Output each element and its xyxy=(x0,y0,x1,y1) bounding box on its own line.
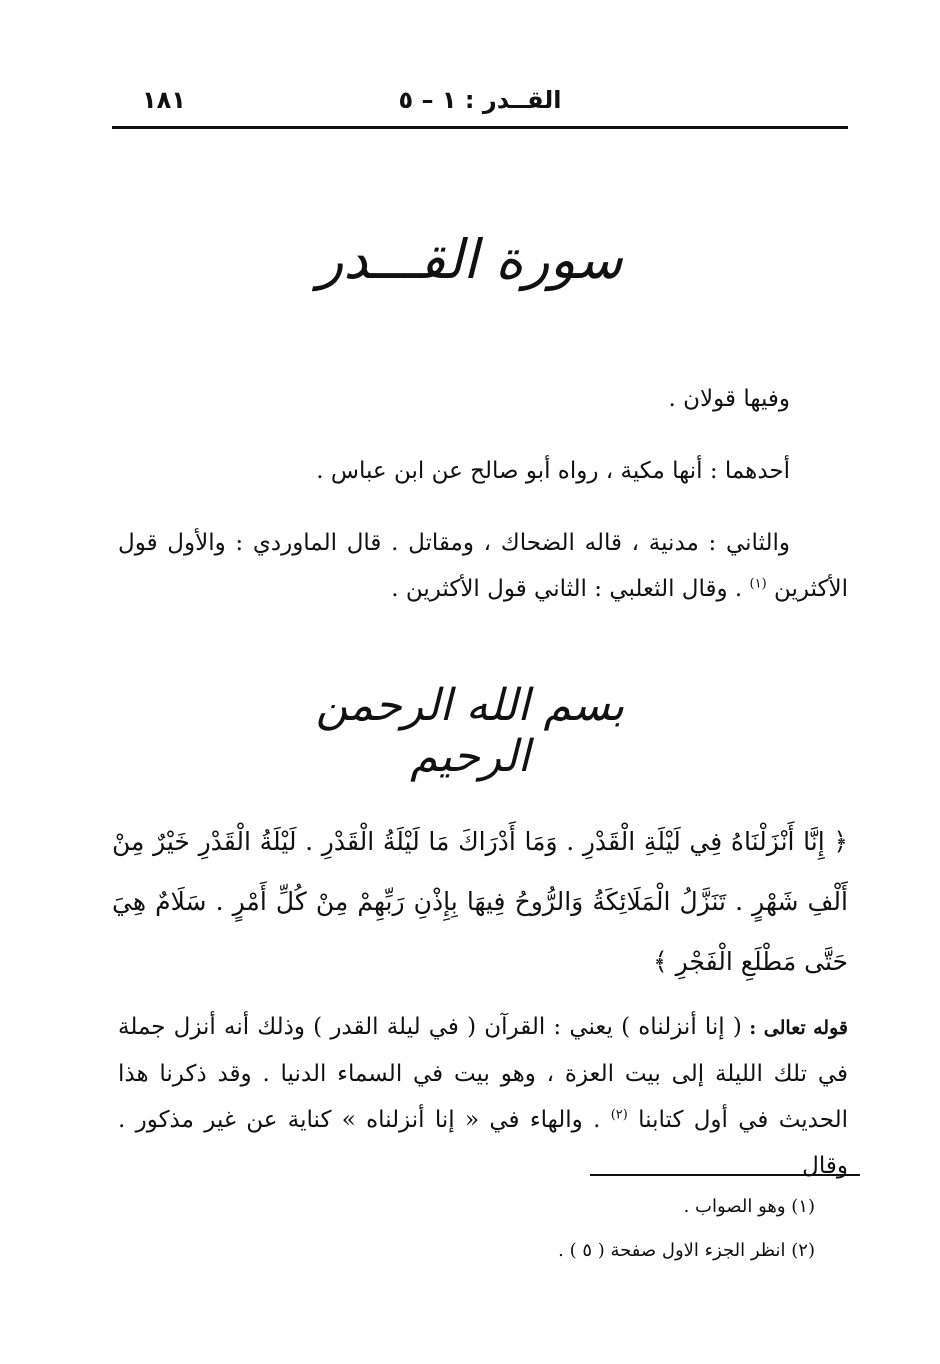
surah-title: سورة القـــدر xyxy=(317,228,623,291)
tafsir-text: ( إنا أنزلناه ) يعني : القرآن ( في ليلة القدر ) وذلك أنه أنزل جملة في تلك الليلة إلى بيت العزة ، وهو بيت في السماء الدنيا . وقد ذكرنا هذا الحديث في أول كتابنا xyxy=(118,1014,849,1133)
footnote-marker-2[interactable]: (٢) xyxy=(610,1107,628,1123)
first-opinion-paragraph: أحدهما : أنها مكية ، رواه أبو صالح عن ابن عباس . xyxy=(316,458,790,484)
tafsir-lead: قوله تعالى : xyxy=(741,1017,848,1039)
second-opinion-text-cont: . وقال الثعلبي : الثاني قول الأكثرين . xyxy=(391,576,750,602)
tafsir-paragraph xyxy=(118,1004,848,1189)
basmala: بسم الله الرحمن الرحيم xyxy=(315,680,625,782)
intro-paragraph: وفيها قولان . xyxy=(668,386,790,412)
running-header-title: القــدر : ١ – ٥ xyxy=(398,86,562,114)
header-divider xyxy=(112,126,848,129)
quran-verse: ﴿ إِنَّا أَنْزَلْنَاهُ فِي لَيْلَةِ الْقَدْرِ . وَمَا أَدْرَاكَ مَا لَيْلَةُ الْقَدْرِ . لَيْلَةُ الْقَدْرِ خَيْرٌ مِنْ أَلْفِ شَهْرٍ . تَنَزَّلُ الْمَلَائِكَةُ وَالرُّوحُ فِيهَا بِإِذْنِ رَبِّهِمْ مِنْ كُلِّ أَمْرٍ . سَلَامٌ هِيَ حَتَّى مَطْلَعِ الْفَجْرِ ﴾ xyxy=(112,827,848,976)
footnote-2: (٢) انظر الجزء الاول صفحة ( ٥ ) . xyxy=(558,1240,815,1261)
tafsir-text-cont: . والهاء في « إنا أنزلناه » كناية عن غير مذكور . وقال xyxy=(118,1107,848,1179)
second-opinion-paragraph xyxy=(118,520,848,612)
second-opinion-text: والثاني : مدنية ، قاله الضحاك ، ومقاتل . قال الماوردي : والأول قول الأكثرين xyxy=(118,530,848,602)
footnote-divider xyxy=(590,1174,860,1176)
page-number: ١٨١ xyxy=(142,86,186,114)
footnote-1: (١) وهو الصواب . xyxy=(683,1196,815,1217)
running-header xyxy=(112,86,848,126)
footnote-marker-1[interactable]: (١) xyxy=(749,576,767,592)
